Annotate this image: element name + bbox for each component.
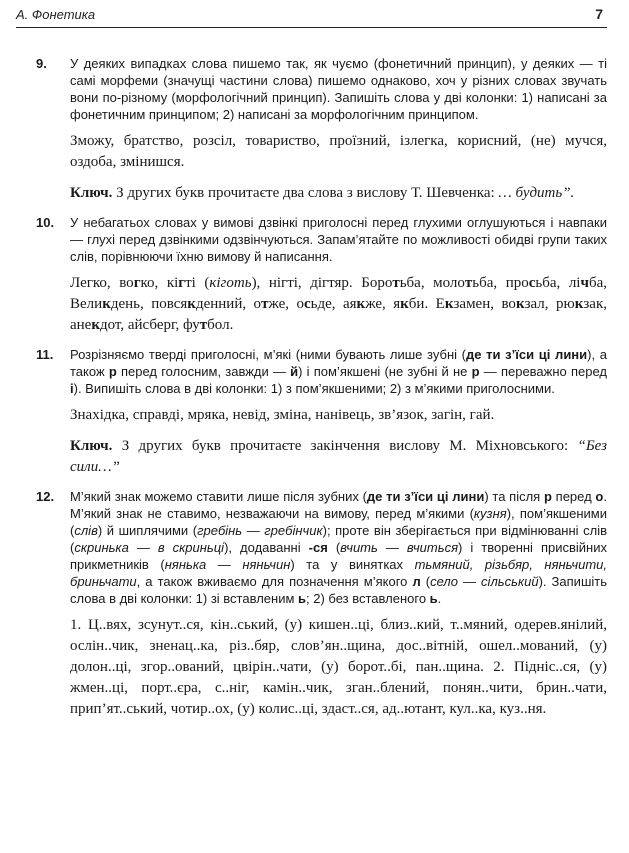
task-words: Знахідка, справді, мряка, невід, зміна, нанівець, зв’язок, загін, гай. bbox=[70, 407, 495, 423]
task-words: Зможу, братство, розсіл, товариство, проїзний, ізлегка, корисний, (не) мучся, оздоба, змінишся. bbox=[70, 133, 607, 170]
task-10 bbox=[36, 214, 607, 336]
task-key bbox=[70, 183, 607, 204]
task-words: Легко, вогко, кігті (кіготь), нігті, дігтяр. Боротьба, молотьба, просьба, лічба, Великдень, повсякденний, отже, осьде, аякже, якби. Екзамен, вокзал, рюкзак, анекдот, айсберг, футбол. bbox=[70, 275, 607, 333]
page-content bbox=[36, 55, 607, 730]
task-instruction: У небагатьох словах у вимові дзвінкі приголосні перед глухими оглушуються і навпаки — глухі перед дзвінкими одзвінчуються. Запам’ятайте по можливості обидві групи таких слів, порівнюючи їхню вимову й написання. bbox=[70, 215, 607, 264]
task-number: 12. bbox=[36, 489, 55, 504]
task-number: 11. bbox=[36, 347, 54, 362]
page-number: 7 bbox=[595, 6, 603, 22]
section-title: А. Фонетика bbox=[16, 7, 96, 22]
task-number: 9. bbox=[36, 56, 47, 71]
task-12 bbox=[36, 488, 607, 720]
task-instruction: М’який знак можемо ставити лише після зубних (де ти з’їси ці лини) та після р перед о. М’який знак не ставимо, незважаючи на вимову, перед м’якими (кузня), пом’якшеними (слів) й шиплячими (гребінь — гребінчик); проте він зберігається при відмінюванні слів (скринька — в скриньці), додаванні -ся (вчить — вчиться) і творенні присвійних прикметників (нянька — няньчин) та у винятках тьмяний, різьбяр, няньчити, бриньчати, а також вживаємо для позначення м’якого л (село — сільський). Запишіть слова в дві колонки: 1) зі вставленим ь; 2) без вставленого ь. bbox=[70, 489, 608, 606]
task-9 bbox=[36, 55, 607, 204]
task-key bbox=[70, 436, 607, 478]
key-quote: … будить”. bbox=[498, 185, 575, 201]
task-number: 10. bbox=[36, 215, 55, 230]
key-quote: “Без сили…” bbox=[70, 438, 607, 475]
key-text: З других букв прочитаєте закінчення вислову М. Міхновського: bbox=[112, 438, 578, 454]
key-label: Ключ. bbox=[70, 185, 113, 201]
task-11 bbox=[36, 346, 607, 478]
task-words: 1. Ц..вях, зсунут..ся, кін..ський, (у) кишен..ці, близ..кий, т..мяний, одерев.янілий, ослін..чик, зненац..ка, різ..бяр, слов’ян..щина, дос..вітній, ошел..мований, (у) долон..ці, згор..ований, цвірін..чати, (у) борот..бі, пан..щина. 2. Підніс..ся, (у) жмен..ці, порт..єра, с..ніг, камін..чик, зган..блений, понян..чити, брин..чати, прип’ят..ський, чотир..ох, (у) колис..ці, здаст..ся, ад..ютант, кул..ка, куз..ня. bbox=[70, 617, 607, 717]
page-header bbox=[16, 6, 607, 28]
task-instruction: Розрізняємо тверді приголосні, м’які (ними бувають лише зубні (де ти з’їси ці лини), а також р перед голосним, завжди — й) і пом’якшені (не зубні й не р — переважно перед і). Випишіть слова в дві колонки: 1) з пом’якшеними; 2) з м’якими приголосними. bbox=[70, 347, 607, 396]
key-text: З других букв прочитаєте два слова з вислову Т. Шевченка: bbox=[112, 185, 499, 201]
task-instruction: У деяких випадках слова пишемо так, як чуємо (фонетичний принцип), у деяких — ті самі морфеми (значущі частини слова) пишемо однаково, хоч у різних словах звучать вони по-різному (морфологічний принцип). Запишіть слова у дві колонки: 1) написані за фонетичним принципом; 2) написані за морфологічним принципом. bbox=[70, 56, 607, 122]
key-label: Ключ. bbox=[70, 438, 113, 454]
